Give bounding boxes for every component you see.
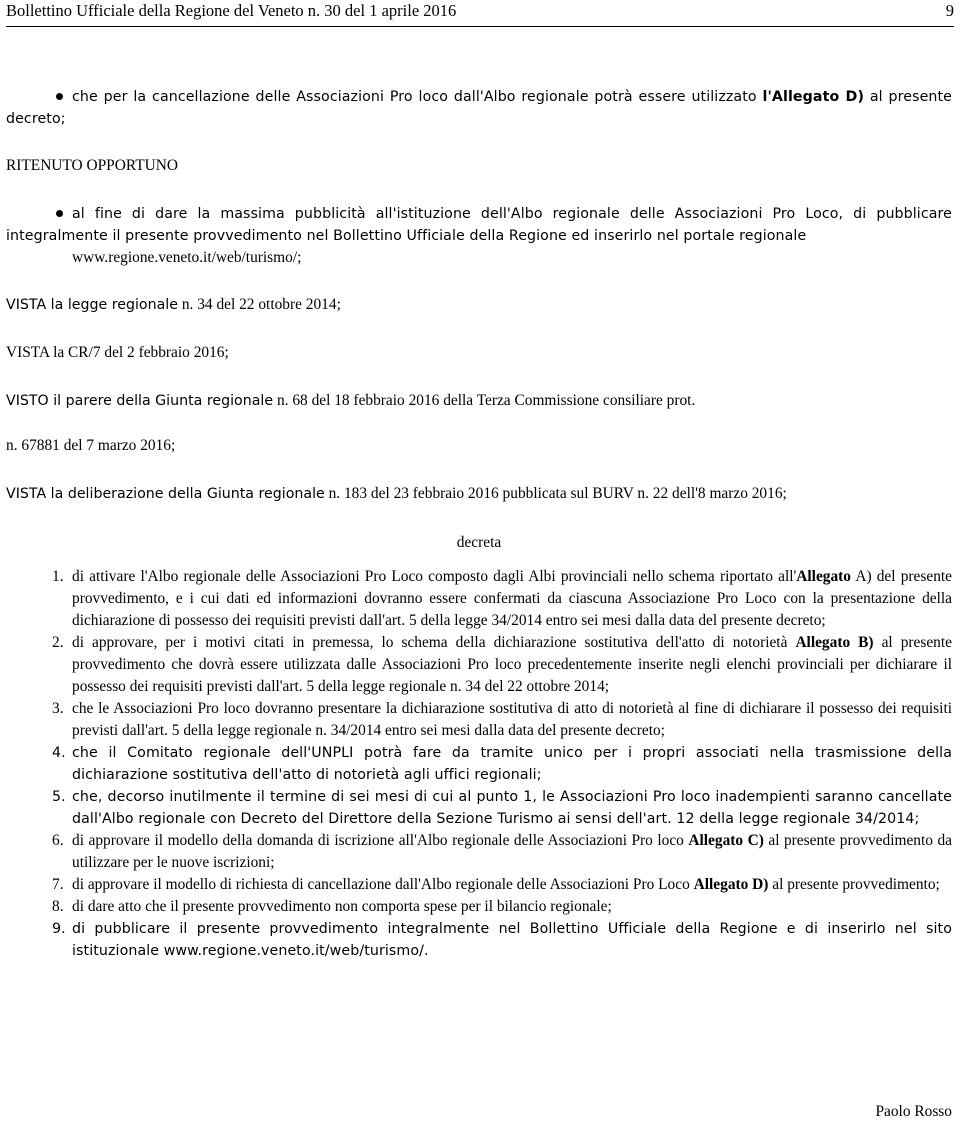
decreta-item (6, 742, 952, 786)
decreta-item (6, 786, 952, 830)
decreta-item (6, 918, 952, 962)
bullet-1-text-bold: l'Allegato D) (762, 89, 865, 105)
visto-parere-b: n. 68 del 18 febbraio 2016 della Terza Commissione consiliare prot. (273, 392, 696, 409)
decreta-item-text: di pubblicare il presente provvedimento integralmente nel Bollettino Ufficiale della Regione e di inserirlo nel sito istituzionale www.regione.veneto.it/web/turismo/. (72, 921, 952, 959)
decreta-item-text: che il Comitato regionale dell'UNPLI potrà fare da tramite unico per i propri associati nella trasmissione della dichiarazione sostitutiva dell'atto di notorietà agli uffici regionali; (72, 745, 952, 783)
decreta-item-text: di approvare il modello di richiesta di cancellazione dall'Albo regionale delle Associazioni Pro Loco (72, 876, 694, 893)
vista-deliberazione (6, 483, 952, 505)
decreta-item-number: 4. (52, 745, 66, 761)
decreta-item (6, 830, 952, 874)
bullet-2-text: al fine di dare la massima pubblicità all'istituzione dell'Albo regionale delle Associazioni Pro Loco, di pubblicare integralmente il presente provvedimento nel Bollettino Ufficiale della Regione ed inserirlo nel portale regionale (6, 206, 952, 244)
header-page-number: 9 (945, 1, 954, 20)
vista-legge-a: VISTA la legge regionale (6, 297, 178, 313)
decreta-item-allegato: Allegato C) (688, 832, 764, 849)
decreta-heading: decreta (456, 534, 502, 551)
bullet-dot-icon (56, 93, 63, 100)
decreta-item (6, 896, 952, 918)
decreta-item-text: che le Associazioni Pro loco dovranno presentare la dichiarazione sostitutiva di atto di notorietà al fine di dichiarare il possesso dei requisiti previsti dall'art. 5 della legge regionale n. 34/2014 entro sei mesi dalla data del presente decreto; (72, 700, 952, 739)
bullet-dot-icon (56, 210, 63, 217)
vista-delib-a: VISTA la deliberazione della Giunta regionale (6, 486, 325, 502)
decreta-item-number: 7. (52, 876, 64, 893)
vista-delib-b: n. 183 del 23 febbraio 2016 pubblicata sul BURV n. 22 dell'8 marzo 2016; (324, 485, 787, 502)
vista-cr: VISTA la CR/7 del 2 febbraio 2016; (6, 344, 229, 361)
decreta-list (6, 566, 952, 962)
decreta-item-number: 6. (52, 832, 64, 849)
decreta-item-allegato: Allegato (796, 568, 851, 585)
decreta-item-allegato: Allegato D) (693, 876, 769, 893)
decreta-item-text: di dare atto che il presente provvedimento non comporta spese per il bilancio regionale; (72, 898, 612, 915)
bullet-1-text-b: al presente decreto; (6, 89, 953, 127)
signature: Paolo Rosso (875, 1103, 952, 1120)
header-title: Bollettino Ufficiale della Regione del Veneto n. 30 del 1 aprile 2016 (6, 1, 457, 20)
header-divider (6, 26, 954, 27)
decreta-item-number: 8. (52, 898, 64, 915)
decreta-item-text: di approvare, per i motivi citati in premessa, lo schema della dichiarazione sostitutiva dell'atto di notorietà (72, 634, 796, 651)
decreta-item (6, 874, 952, 896)
decreta-item-number: 1. (52, 568, 64, 585)
vista-legge-b: n. 34 del 22 ottobre 2014; (177, 296, 341, 313)
visto-parere-a: VISTO il parere della Giunta regionale (6, 393, 274, 409)
decreta-item-text: di attivare l'Albo regionale delle Associazioni Pro Loco composto dagli Albi provinciali nello schema riportato all' (72, 568, 797, 585)
ritenuto-heading: RITENUTO OPPORTUNO (6, 157, 178, 174)
decreta-item-number: 2. (52, 634, 64, 651)
decreta-item (6, 632, 952, 698)
document-body (6, 86, 952, 962)
preamble-bullet-1 (6, 86, 952, 130)
decreta-item-number: 5. (52, 789, 66, 805)
decreta-item-number: 3. (52, 700, 64, 717)
page-header (6, 0, 954, 26)
decreta-item (6, 698, 952, 742)
decreta-item-text-cont: al presente provvedimento; (768, 876, 940, 893)
decreta-item-number: 9. (52, 921, 66, 937)
decreta-item-allegato: Allegato B) (795, 634, 874, 651)
bullet-2-url: www.regione.veneto.it/web/turismo/; (72, 249, 302, 266)
bullet-1-text-a: che per la cancellazione delle Associazioni Pro loco dall'Albo regionale potrà essere utilizzato (72, 89, 763, 105)
visto-parere (6, 390, 952, 412)
decreta-item-text: di approvare il modello della domanda di iscrizione all'Albo regionale delle Associazioni Pro loco (72, 832, 689, 849)
decreta-item-text-cont: al presente provvedimento che dovrà essere utilizzata dalle Associazioni Pro loco precedentemente inserite negli elenchi provinciali per dichiarare il possesso dei requisiti previsti dall'art. 5 della legge regionale n. 34 del 22 ottobre 2014; (72, 634, 952, 695)
visto-parere-c: n. 67881 del 7 marzo 2016; (6, 437, 176, 454)
vista-legge (6, 294, 952, 316)
decreta-item-text-cont: A) del presente provvedimento, e i cui dati ed informazioni dovranno essere confermati da ciascuna Associazione Pro Loco con la presentazione della dichiarazione di possesso dei requisiti previsti dall'art. 5 della legge 34/2014 entro sei mesi dalla data del presente decreto; (72, 568, 952, 629)
preamble-bullet-2 (6, 203, 952, 247)
decreta-item (6, 566, 952, 632)
decreta-item-text-cont: al presente provvedimento da utilizzare per le nuove iscrizioni; (72, 832, 952, 871)
decreta-item-text: che, decorso inutilmente il termine di sei mesi di cui al punto 1, le Associazioni Pro loco inadempienti saranno cancellate dall'Albo regionale con Decreto del Direttore della Sezione Turismo ai sensi dell'art. 12 della legge regionale 34/2014; (72, 789, 952, 827)
